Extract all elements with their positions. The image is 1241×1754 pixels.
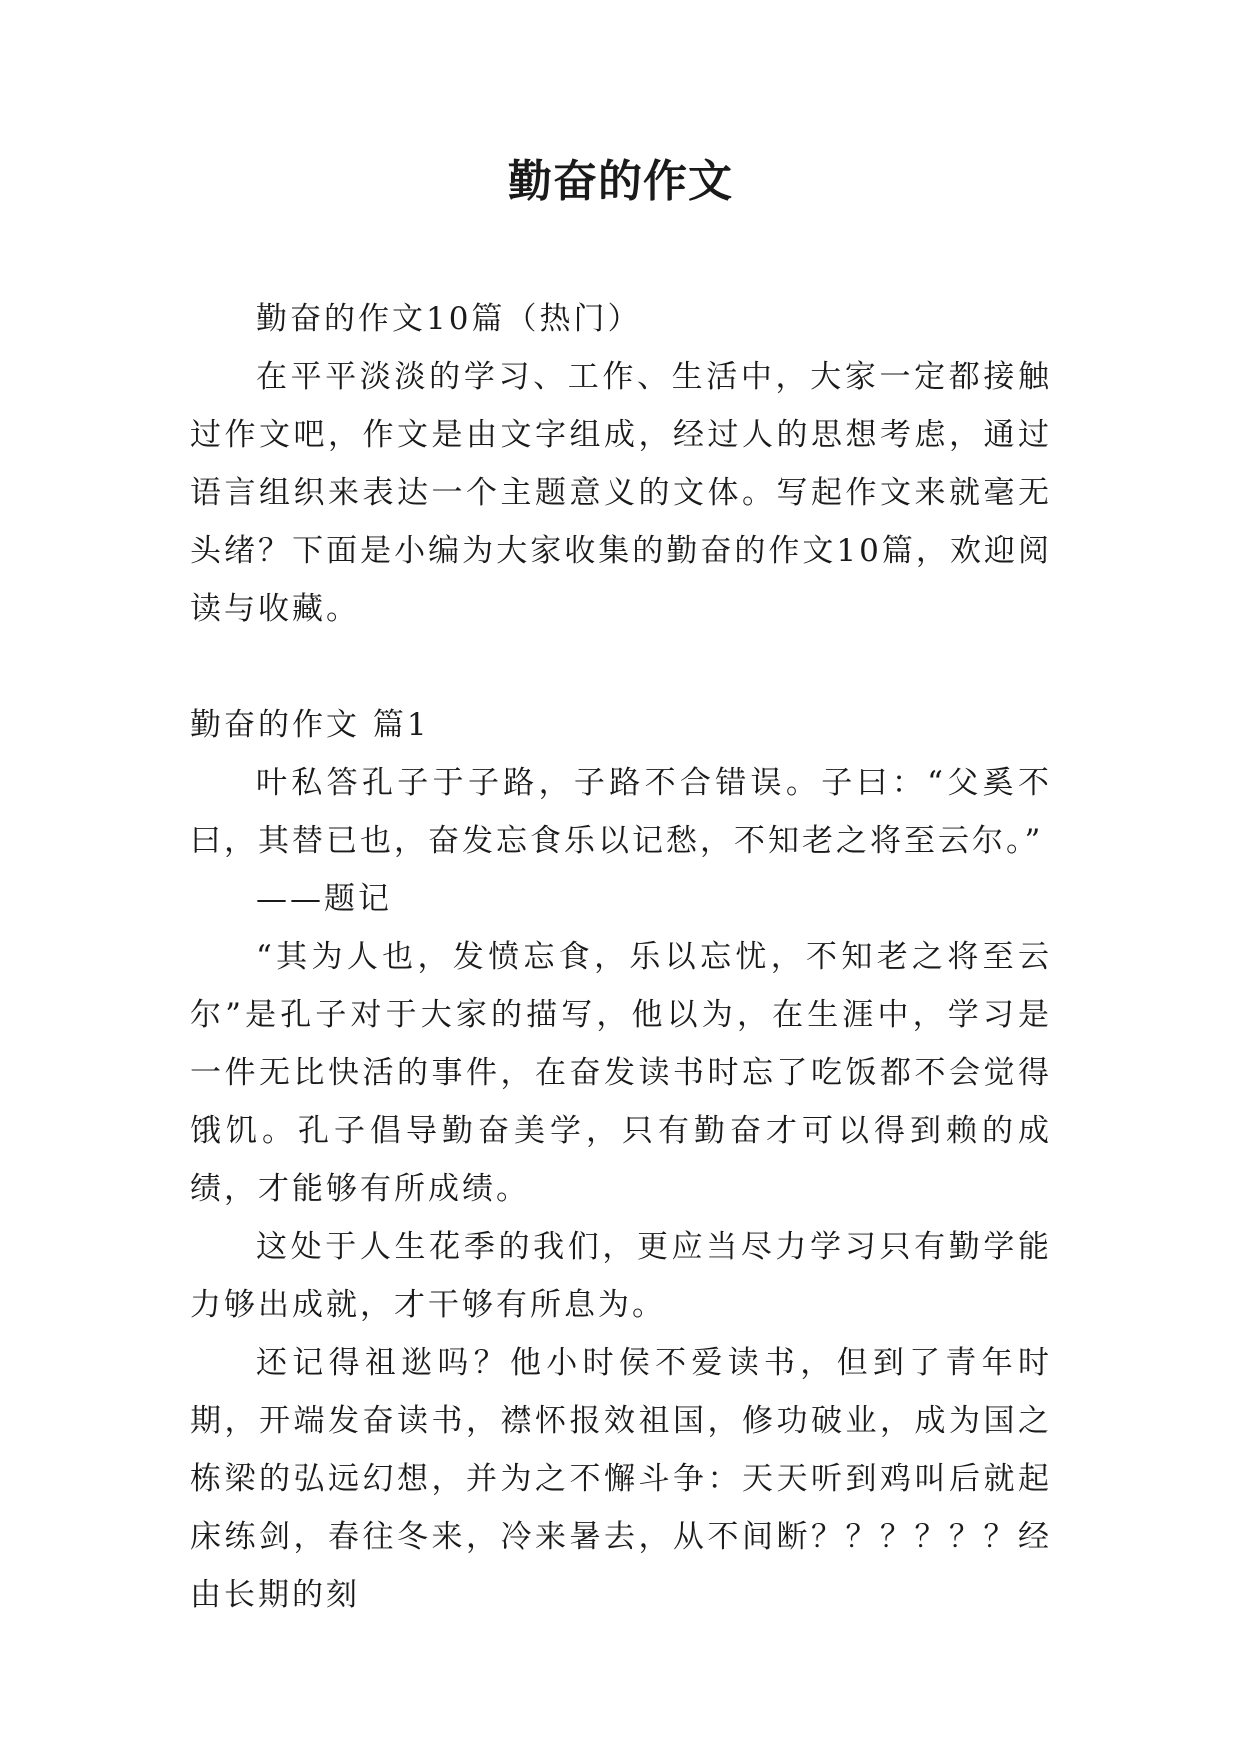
- document-body: [190, 290, 1052, 1624]
- body-paragraph: ——题记: [256, 881, 392, 917]
- body-paragraph: 叶私答孔子于子路，子路不合错误。子曰：“父奚不曰，其替已也，奋发忘食乐以记愁，不知老之将至云尔。”: [190, 765, 1052, 859]
- page-title: 勤奋的作文: [508, 156, 733, 207]
- intro-paragraph: 在平平淡淡的学习、工作、生活中，大家一定都接触过作文吧，作文是由文字组成，经过人的思想考虑，通过语言组织来表达一个主题意义的文体。写起作文来就毫无头绪？下面是小编为大家收集的勤奋的作文10篇，欢迎阅读与收藏。: [190, 359, 1052, 627]
- body-paragraph: 这处于人生花季的我们，更应当尽力学习只有勤学能力够出成就，才干够有所息为。: [190, 1229, 1052, 1323]
- section-heading: 勤奋的作文 篇1: [190, 707, 430, 743]
- document-subtitle: 勤奋的作文10篇（热门）: [256, 301, 642, 337]
- body-paragraph: “其为人也，发愤忘食，乐以忘忧，不知老之将至云尔”是孔子对于大家的描写，他以为，在生涯中，学习是一件无比快活的事件，在奋发读书时忘了吃饭都不会觉得饿饥。孔子倡导勤奋美学，只有勤奋才可以得到赖的成绩，才能够有所成绩。: [190, 939, 1052, 1207]
- body-paragraph: 还记得祖逖吗？他小时侯不爱读书，但到了青年时期，开端发奋读书，襟怀报效祖国，修功破业，成为国之栋梁的弘远幻想，并为之不懈斗争：天天听到鸡叫后就起床练剑，春往冬来，冷来暑去，从不间断？？？？？？经由长期的刻: [190, 1345, 1052, 1613]
